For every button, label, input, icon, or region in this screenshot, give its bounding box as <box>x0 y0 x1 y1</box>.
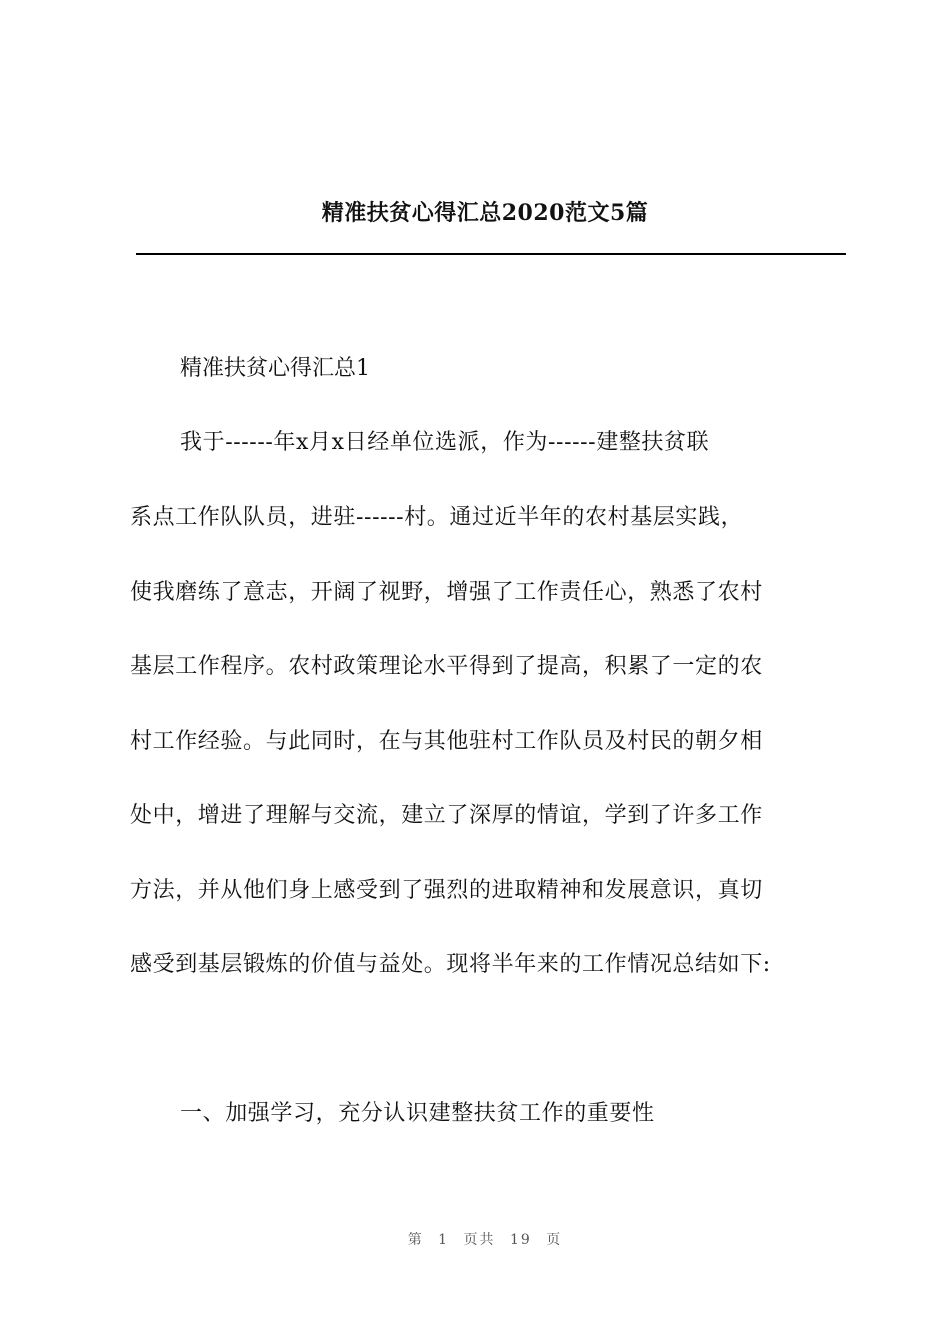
paragraph-line: 基层工作程序。农村政策理论水平得到了提高，积累了一定的农 <box>130 654 763 679</box>
paragraph-line: 系点工作队队员，进驻------村。通过近半年的农村基层实践， <box>130 505 744 530</box>
page-number-footer: 第 1 页共 19 页 <box>407 1232 563 1248</box>
paragraph-line: 感受到基层锻炼的价值与益处。现将半年来的工作情况总结如下: <box>130 952 771 977</box>
paragraph-line: 处中，增进了理解与交流，建立了深厚的情谊，学到了许多工作 <box>130 803 763 828</box>
title-underline <box>136 253 846 255</box>
subsection-heading: 一、加强学习，充分认识建整扶贫工作的重要性 <box>180 1101 655 1126</box>
paragraph-line: 方法，并从他们身上感受到了强烈的进取精神和发展意识，真切 <box>130 878 763 903</box>
document-title: 精准扶贫心得汇总2020范文5篇 <box>321 200 649 226</box>
paragraph-line: 使我磨练了意志，开阔了视野，增强了工作责任心，熟悉了农村 <box>130 580 763 605</box>
section-heading: 精准扶贫心得汇总1 <box>180 356 370 381</box>
paragraph-line: 村工作经验。与此同时，在与其他驻村工作队员及村民的朝夕相 <box>130 729 763 754</box>
paragraph-line: 我于------年x月x日经单位选派，作为------建整扶贫联 <box>180 430 710 455</box>
